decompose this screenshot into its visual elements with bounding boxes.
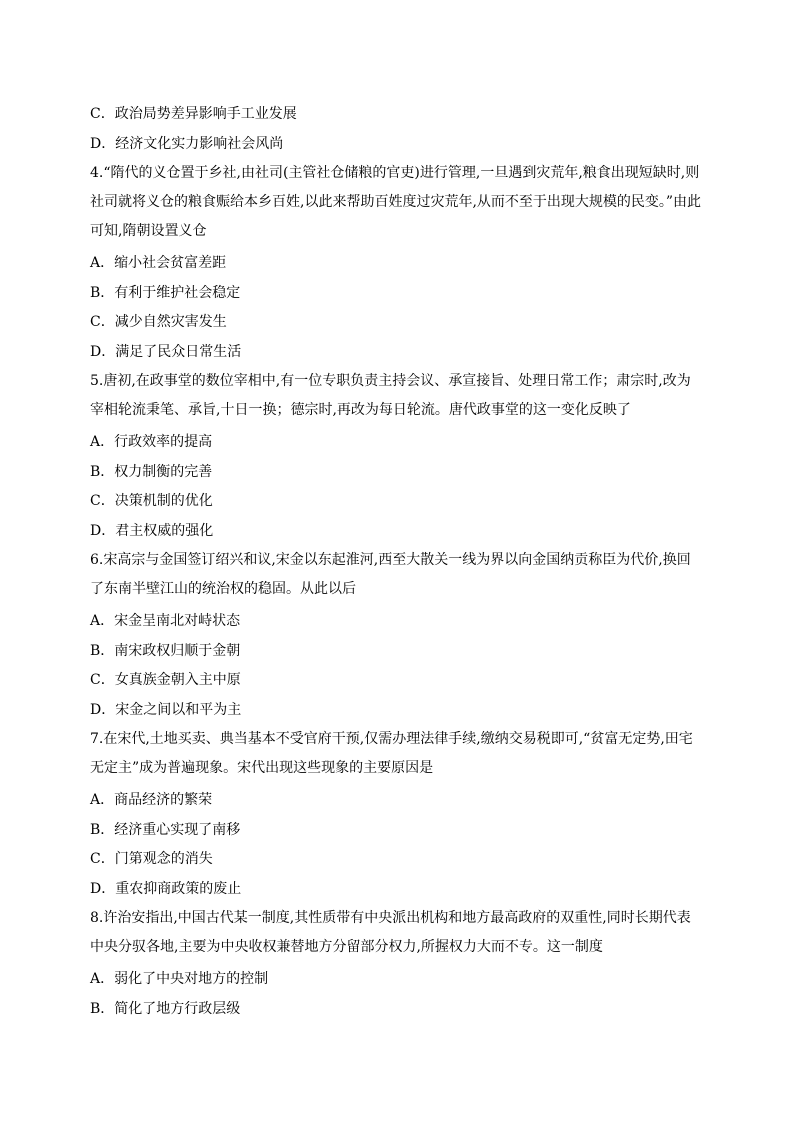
option-c[interactable]: C．政治局势差异影响手工业发展 — [90, 106, 297, 122]
option-c[interactable]: C．门第观念的消失 — [90, 851, 213, 867]
option-a[interactable]: A．缩小社会贫富差距 — [90, 255, 227, 271]
question-stem: 5.唐初,在政事堂的数位宰相中,有一位专职负责主持会议、承宣接旨、处理日常工作；肃宗时,改为宰相轮流秉笔、承旨,十日一换；德宗时,再改为每日轮流。唐代政事堂的这一变化反映了 — [90, 373, 691, 418]
option-d[interactable]: D．宋金之间以和平为主 — [90, 701, 242, 718]
previous-question-options — [90, 100, 702, 159]
question-7 — [90, 725, 702, 904]
option-d[interactable]: D．君主权威的强化 — [90, 522, 214, 539]
option-b[interactable]: B．经济重心实现了南移 — [90, 821, 241, 838]
question-stem: 6.宋高宗与金国签订绍兴和议,宋金以东起淮河,西至大散关一线为界以向金国纳贡称臣为代价,换回了东南半壁江山的统治权的稳固。从此以后 — [90, 552, 691, 597]
option-a[interactable]: A．弱化了中央对地方的控制 — [90, 971, 269, 987]
option-d[interactable]: D．经济文化实力影响社会风尚 — [90, 135, 284, 152]
option-b[interactable]: B．有利于维护社会稳定 — [90, 284, 241, 301]
option-c[interactable]: C．决策机制的优化 — [90, 493, 213, 509]
option-b[interactable]: B．简化了地方行政层级 — [90, 1000, 241, 1017]
option-c[interactable]: C．减少自然灾害发生 — [90, 314, 227, 330]
question-8 — [90, 904, 702, 1024]
option-a[interactable]: A．宋金呈南北对峙状态 — [90, 613, 241, 629]
option-d[interactable]: D．满足了民众日常生活 — [90, 343, 242, 360]
question-content — [90, 100, 702, 1024]
option-a[interactable]: A．商品经济的繁荣 — [90, 792, 213, 808]
question-5 — [90, 367, 702, 546]
option-b[interactable]: B．南宋政权归顺于金朝 — [90, 642, 241, 659]
option-c[interactable]: C．女真族金朝入主中原 — [90, 672, 241, 688]
option-b[interactable]: B．权力制衡的完善 — [90, 463, 213, 480]
option-d[interactable]: D．重农抑商政策的废止 — [90, 880, 242, 897]
question-stem: 7.在宋代,土地买卖、典当基本不受官府干预,仅需办理法律手续,缴纳交易税即可,“贫富无定势,田宅无定主”成为普遍现象。宋代出现这些现象的主要原因是 — [90, 731, 693, 776]
option-a[interactable]: A．行政效率的提高 — [90, 434, 213, 450]
question-6 — [90, 546, 702, 725]
question-stem: 4.“隋代的义仓置于乡社,由社司(主管社仓储粮的官吏)进行管理,一旦遇到灾荒年,粮食出现短缺时,则社司就将义仓的粮食赈给本乡百姓,以此来帮助百姓度过灾荒年,从而不至于出现大规模的民变。”由此可知,隋朝设置义仓 — [90, 165, 702, 239]
question-stem: 8.许治安指出,中国古代某一制度,其性质带有中央派出机构和地方最高政府的双重性,同时长期代表中央分驭各地,主要为中央收权兼替地方分留部分权力,所握权力大而不专。这一制度 — [90, 910, 691, 955]
question-4 — [90, 159, 702, 367]
